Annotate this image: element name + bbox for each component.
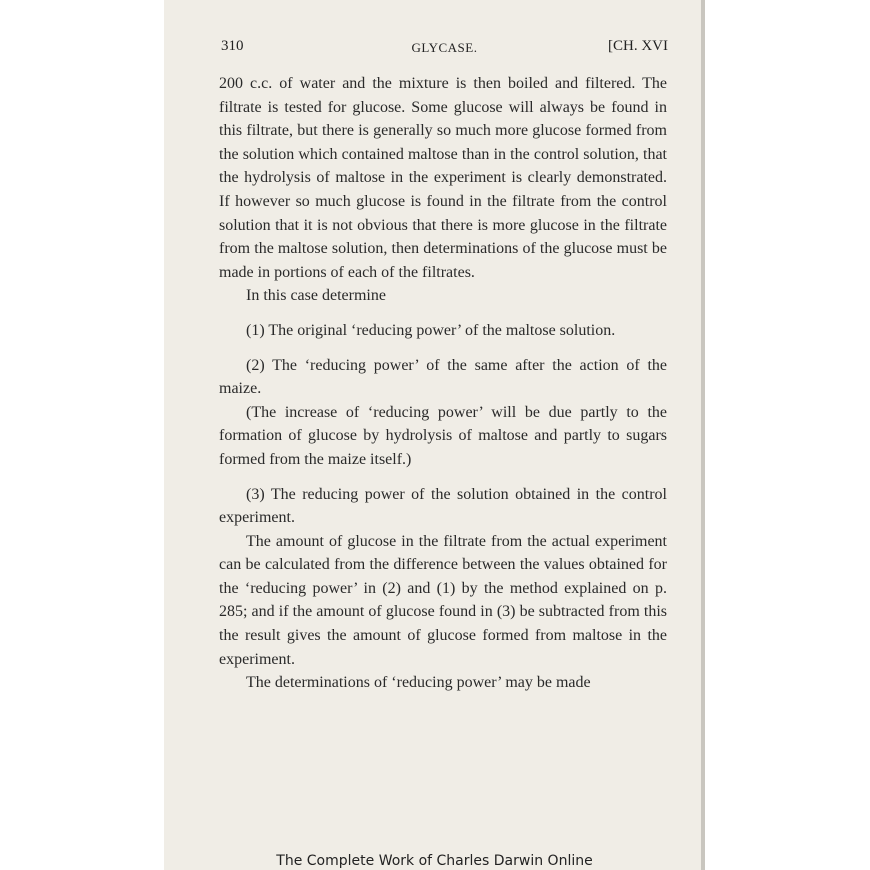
paragraph-determinations: The determinations of ‘reducing power’ may be made — [246, 674, 591, 692]
paragraph-note: (The increase of ‘reducing power’ will be due partly to the formation of glucose by hydrolysis of maltose and partly to sugars formed from the maize itself.) — [219, 403, 667, 468]
paragraph-continuation: 200 c.c. of water and the mixture is then boiled and filtered. The filtrate is tested for glucose. Some glucose will always be found in this filtrate, but there is generally so much more glucose formed from the solution which contained maltose than in the control solution, that the hydrolysis of maltose in the experiment is clearly demonstrated. If however so much glucose is found in the filtrate from the control solution that it is not obvious that there is more glucose in the filtrate from the maltose solution, then determinations of the glucose must be made in portions of each of the filtrates. — [219, 75, 667, 281]
list-item-3: (3) The reducing power of the solution obtained in the control experiment. — [219, 485, 667, 527]
paragraph-calculation: The amount of glucose in the filtrate from the actual experiment can be calculated from the difference between the values obtained for the ‘reducing power’ in (2) and (1) by the method explained on p. 285; and if the amount of glucose found in (3) be subtracted from this the result gives the amount of glucose formed from maltose in the experiment. — [219, 532, 667, 668]
list-item-1: (1) The original ‘reducing power’ of the maltose solution. — [246, 321, 616, 339]
page-number: 310 — [221, 38, 244, 54]
paragraph-determine: In this case determine — [246, 287, 386, 305]
page-body — [219, 72, 667, 695]
running-title: GLYCASE. — [411, 40, 478, 55]
footer-credit: The Complete Work of Charles Darwin Online — [276, 853, 593, 869]
chapter-label: [CH. XVI — [608, 38, 668, 54]
list-item-2: (2) The ‘reducing power’ of the same after the action of the maize. — [219, 356, 667, 398]
running-header — [221, 38, 668, 58]
page-edge — [701, 0, 705, 870]
